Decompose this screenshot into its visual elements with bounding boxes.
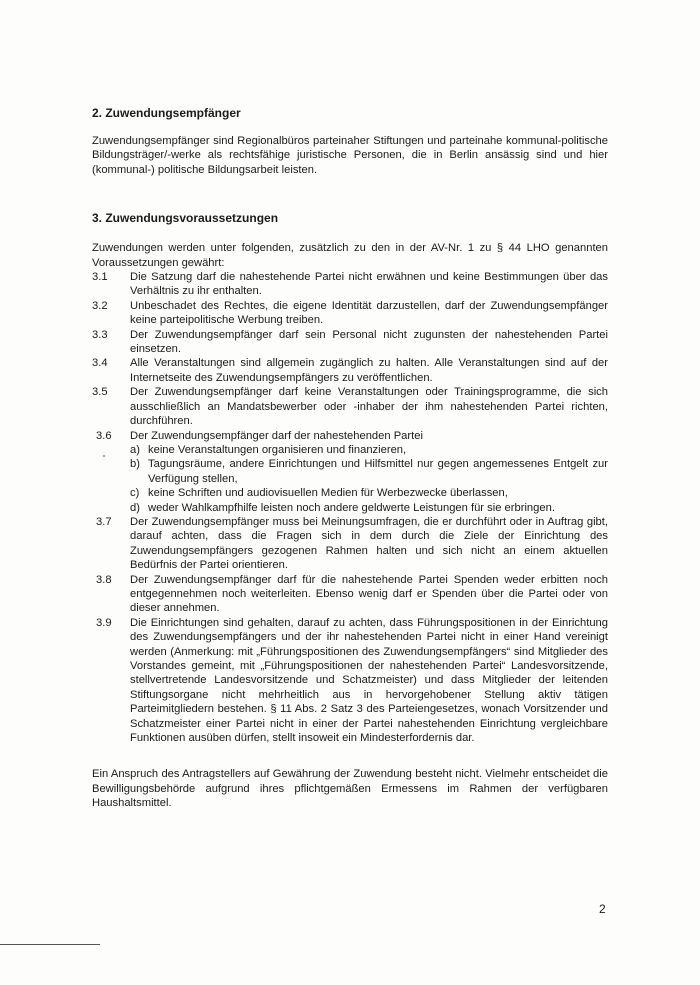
list-item-3-7	[92, 515, 608, 573]
list-item-3-4	[92, 356, 608, 385]
list-item-3-5	[92, 385, 608, 428]
closing-paragraph: Ein Anspruch des Antragstellers auf Gewährung der Zuwendung besteht nicht. Vielmehr entscheidet die Bewilligungsbehörde aufgrund ihres pflichtgemäßen Ermessens im Rahmen der verfügbaren Haushaltsmittel.	[92, 768, 608, 810]
item-number: 3.4	[92, 357, 108, 370]
section-3-intro: Zuwendungen werden unter folgenden, zusätzlich zu den in der AV-Nr. 1 zu § 44 LHO genannten Voraussetzungen gewährt:	[92, 242, 608, 269]
scan-speck	[103, 455, 105, 457]
page-content	[92, 106, 608, 811]
section-2-heading: 2. Zuwendungsempfänger	[92, 106, 241, 120]
list-item-3-6	[92, 429, 608, 515]
item-text: Der Zuwendungsempfänger muss bei Meinungsumfragen, die er durchführt oder in Auftrag gibt, darauf achten, dass die Fragen sich in dem durch die Ziele der Einrichtung des Zuwendungsempfängers gezogenen Rahmen halten und sich nicht an einem aktuellen Bedürfnis der Partei orientieren.	[130, 515, 608, 572]
item-text: Der Zuwendungsempfänger darf für die nahestehende Partei Spenden weder erbitten noch entgegennehmen noch weiterleiten. Ebenso wenig darf er Spenden über die Partei oder von dieser annehmen.	[130, 573, 608, 615]
item-body	[130, 429, 608, 515]
sub-item-text: keine Schriften und audiovisuellen Medien für Werbezwecke überlassen,	[148, 487, 508, 500]
list-item-3-1	[92, 270, 608, 299]
item-text: Die Satzung darf die nahestehende Partei nicht erwähnen und keine Bestimmungen über das Verhältnis zu ihr enthalten.	[130, 271, 608, 298]
list-item-3-2	[92, 299, 608, 328]
item-text: Unbeschadet des Rechtes, die eigene Identität darzustellen, darf der Zuwendungsempfänger keine parteipolitische Werbung treiben.	[130, 299, 608, 327]
item-number: 3.1	[92, 271, 108, 284]
item-text: Alle Veranstaltungen sind allgemein zugänglich zu halten. Alle Veranstaltungen sind auf der Internetseite des Zuwendungsempfängers zu veröffentlichen.	[130, 357, 608, 384]
sub-item-text: weder Wahlkampfhilfe leisten noch andere geldwerte Leistungen für sie erbringen.	[148, 501, 555, 514]
sub-item-letter: a)	[130, 443, 140, 456]
section-3-heading: 3. Zuwendungsvoraussetzungen	[92, 211, 279, 226]
list-item-3-9	[92, 616, 608, 746]
sub-item-c	[130, 486, 608, 500]
item-number: 3.8	[96, 573, 112, 586]
item-number: 3.2	[92, 299, 108, 312]
sub-item-text: Tagungsräume, andere Einrichtungen und Hilfsmittel nur gegen angemessenes Entgelt zur Verfügung stellen,	[148, 458, 608, 485]
list-item-3-8	[92, 573, 608, 616]
section-2-paragraph: Zuwendungsempfänger sind Regionalbüros parteinaher Stiftungen und parteinahe kommunal-politische Bildungsträger/-werke als rechtsfähige juristische Personen, die in Berlin ansässig sind und hier (kommunal-) politische Bildungsarbeit leisten.	[92, 135, 608, 176]
item-text: Die Einrichtungen sind gehalten, darauf zu achten, dass Führungspositionen in der Einrichtung des Zuwendungsempfängers und der ihr nahestehenden Partei nicht in einer Hand vereinigt werden (Anmerkung: mit „Führungspositionen des Zuwendungsempfängers“ sind Mitglieder des Vorstandes gemeint, mit „Führungspositionen der nahestehenden Partei“ Landesvorsitzende, stellvertretende Landesvorsitzende und Schatzmeister) und dass Mitglieder der leitenden Stiftungsorgane nicht mehrheitlich aus in hervorgehobener Stellung aktiv tätigen Parteimitgliedern bestehen. § 11 Abs. 2 Satz 3 des Parteiengesetzes, wonach Vorsitzender und Schatzmeister einer Partei nicht in einer der Partei nahestehenden Einrichtung vergleichbare Funktionen ausüben dürfen, stellt insoweit ein Mindesterfordernis dar.	[130, 616, 608, 745]
item-text: Der Zuwendungsempfänger darf keine Veranstaltungen oder Trainingsprogramme, die sich ausschließlich an Mandatsbewerber oder -inhaber der ihm nahestehenden Partei richten, durchführen.	[130, 386, 608, 428]
list-item-3-3	[92, 328, 608, 357]
item-number: 3.3	[92, 328, 108, 341]
item-number: 3.7	[96, 515, 112, 528]
item-number: 3.5	[92, 386, 108, 399]
sub-item-text: keine Veranstaltungen organisieren und finanzieren,	[148, 443, 407, 456]
item-text: Der Zuwendungsempfänger darf sein Personal nicht zugunsten der nahestehenden Partei einsetzen.	[130, 328, 608, 356]
sub-item-b	[130, 457, 608, 486]
item-text: Der Zuwendungsempfänger darf der nahestehenden Partei	[130, 429, 423, 442]
sub-item-letter: b)	[130, 458, 140, 471]
page-number: 2	[599, 902, 606, 916]
item-number: 3.6	[96, 429, 112, 442]
sub-item-letter: d)	[130, 501, 140, 514]
sub-item-a	[130, 443, 608, 457]
sub-item-d	[130, 501, 608, 515]
item-number: 3.9	[96, 616, 112, 629]
sub-item-letter: c)	[130, 487, 140, 500]
footer-rule	[0, 944, 100, 945]
